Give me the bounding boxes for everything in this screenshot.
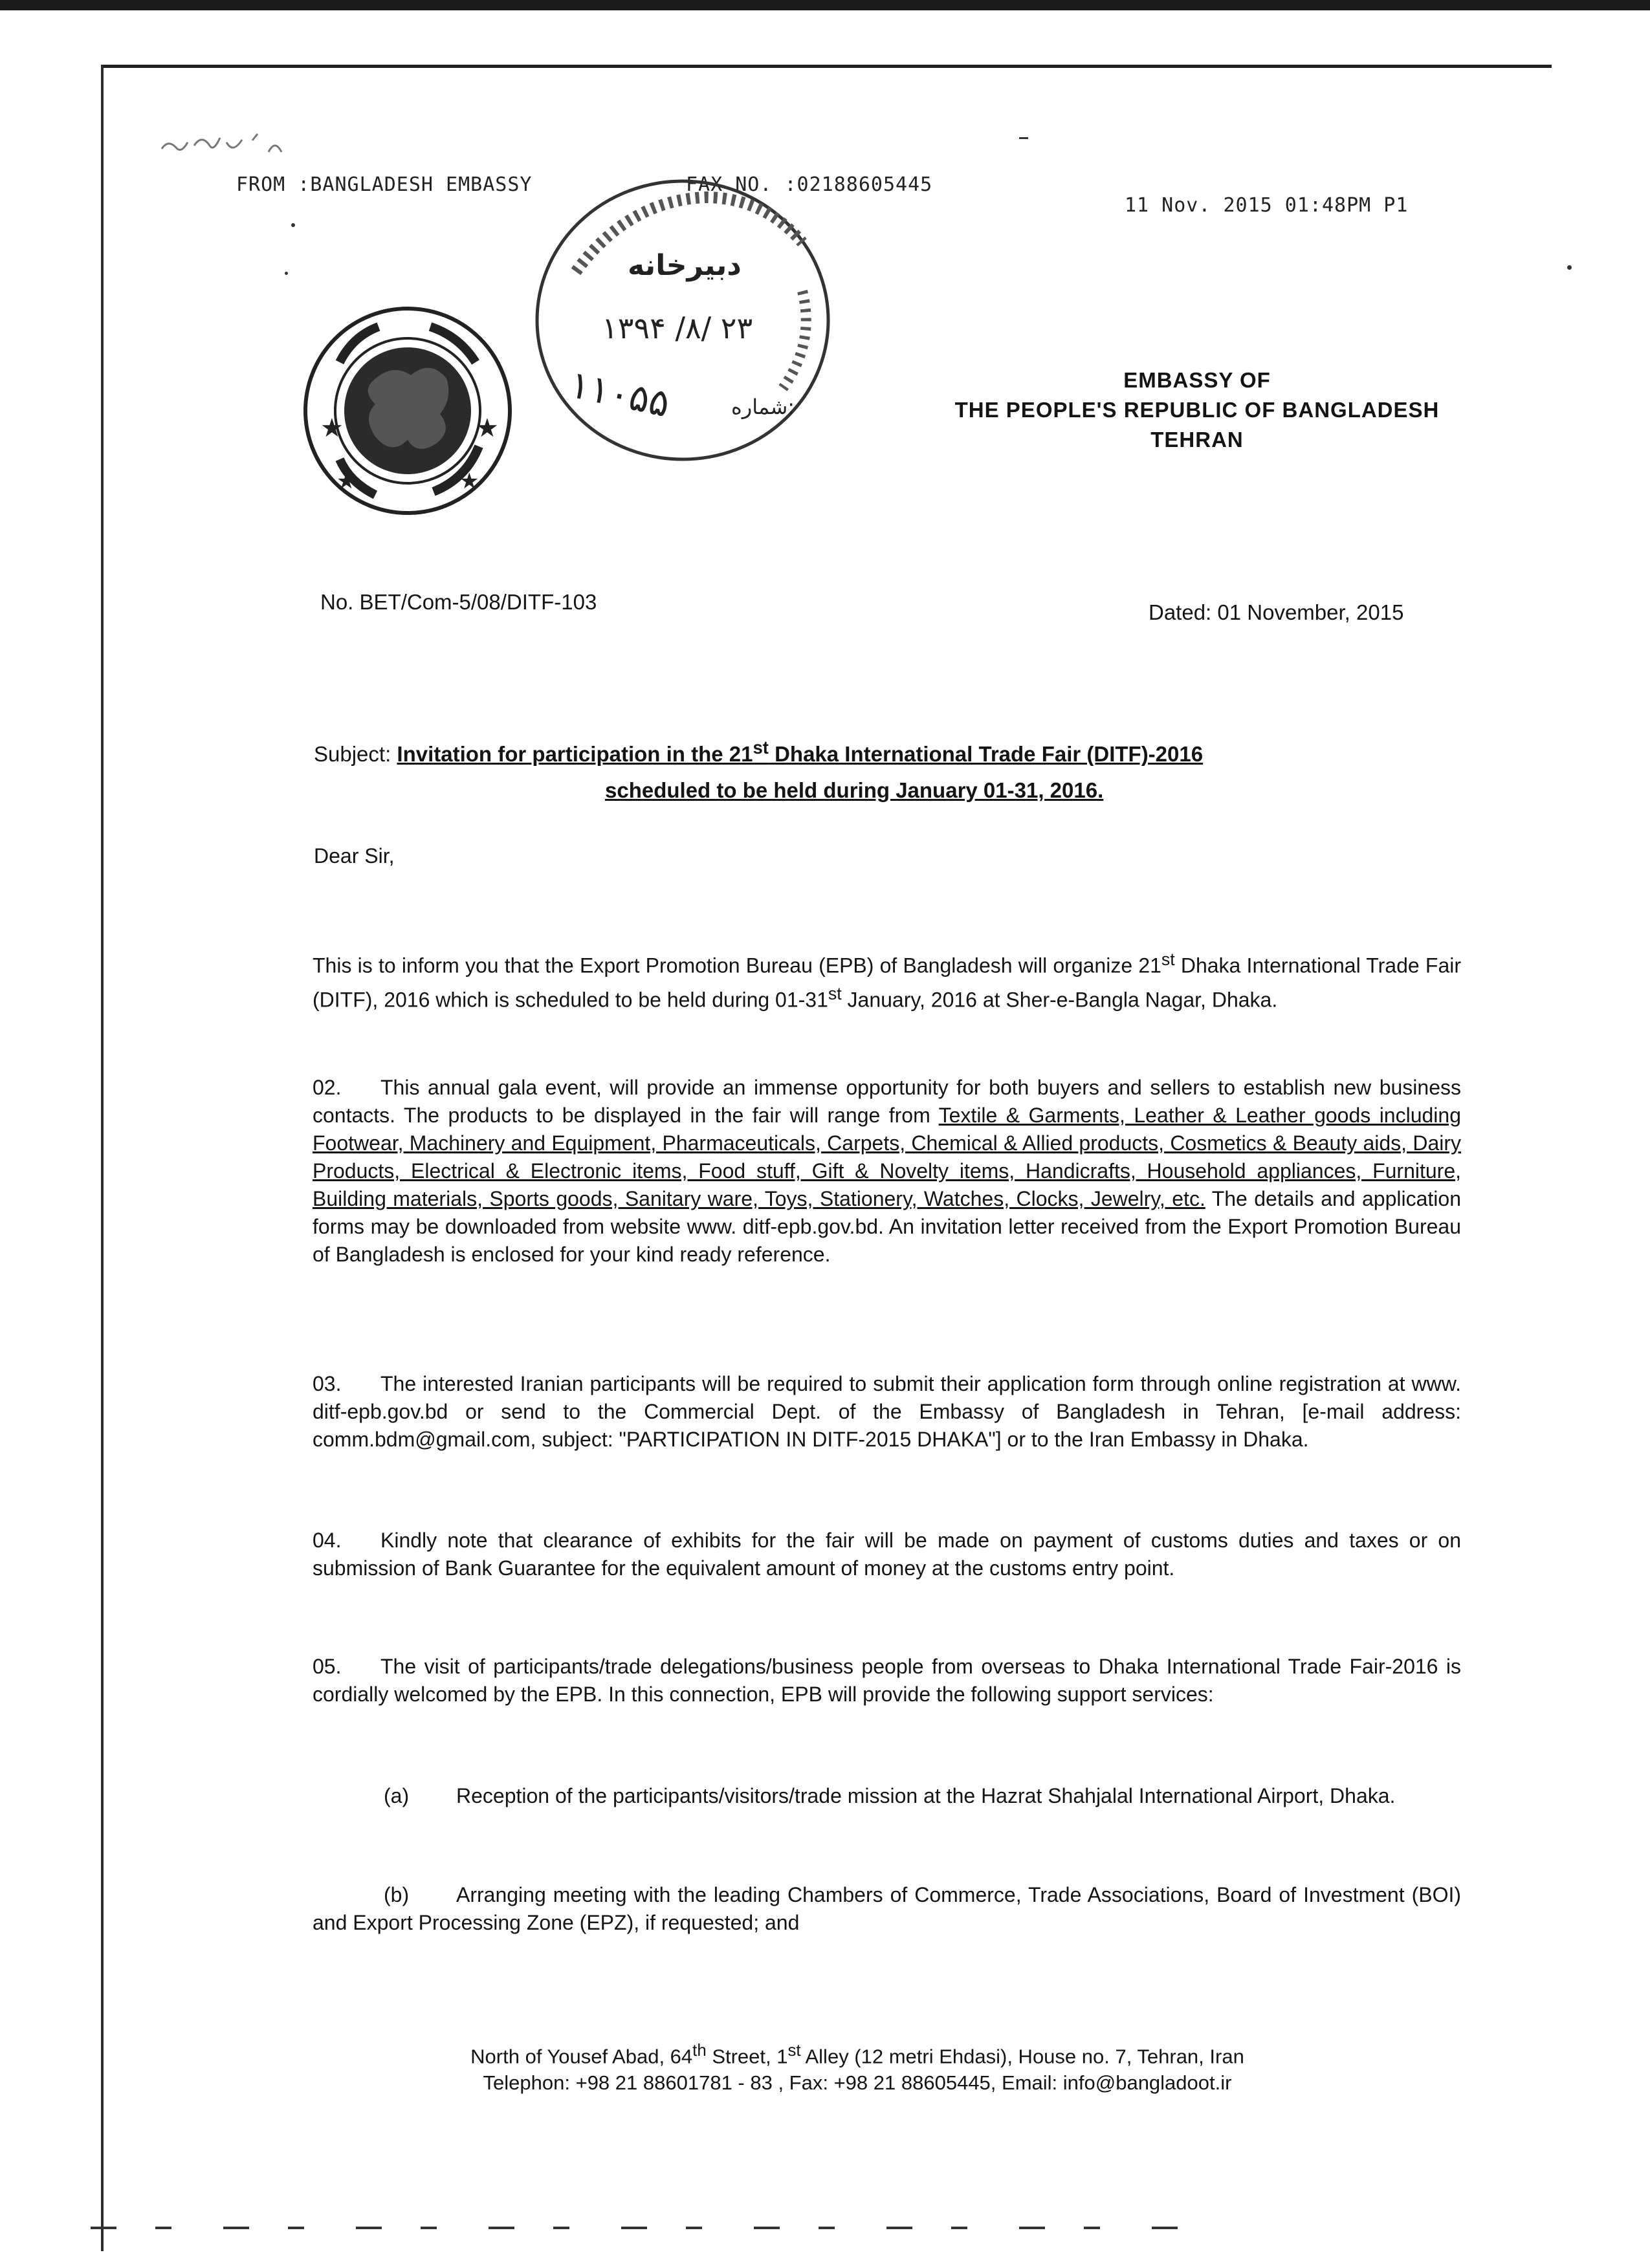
fax-from: FROM :BANGLADESH EMBASSY bbox=[236, 173, 533, 196]
salutation: Dear Sir, bbox=[314, 844, 395, 867]
stamp-number-label: شماره: bbox=[731, 395, 795, 419]
letterhead-line-1: EMBASSY OF bbox=[1123, 368, 1271, 392]
paragraph-number: 04. bbox=[313, 1529, 342, 1552]
svg-text:★: ★ bbox=[459, 469, 479, 494]
stamp-date: ۱۳۹۴ /۸/ ۲۳ bbox=[602, 311, 753, 345]
government-seal-emblem bbox=[301, 304, 514, 518]
product-list: Textile & Garments, Leather & Leather goods including Footwear, Machinery and Equipment, Pharmaceuticals, Carpets, Chemical & Allied products, Cosmetics & Beauty aids, Dairy Products, Electrical & Electronic items, Food stuff, Gift & Novelty items, Handicrafts, Household appliances, Furniture, Building materials, Sports goods, Sanitary ware, Toys, Stationery, Watches, Clocks, Jewelry, etc. bbox=[313, 1104, 1462, 1210]
footer-address: North of Yousef Abad, 64th Street, 1st Alley (12 metri Ehdasi), House no. 7, Tehran, Iran bbox=[470, 2042, 1244, 2068]
fax-frame-left-line bbox=[101, 65, 104, 2251]
subject-title-line-1: Invitation for participation in the 21st Dhaka International Trade Fair (DITF)-2016 bbox=[397, 737, 1204, 766]
svg-text:★: ★ bbox=[320, 414, 344, 442]
fax-bottom-dashes bbox=[0, 2227, 1650, 2229]
footer-contact: Telephon: +98 21 88601781 - 83 , Fax: +98 21 88605445, Email: info@bangladoot.ir bbox=[483, 2071, 1232, 2095]
fax-number: FAX NO. :02188605445 bbox=[686, 173, 933, 196]
subject-line bbox=[314, 730, 1414, 809]
subject-label: Subject: bbox=[314, 742, 391, 766]
paragraph-01: This is to inform you that the Export Promotion Bureau (EPB) of Bangladesh will organize 21st Dhaka International Trade Fair (DITF), 2016 which is scheduled to be held during 01-31st January, 2016 at Sher-e-Bangla Nagar, Dhaka. bbox=[313, 950, 1462, 1012]
stamp-title: دبیرخانه bbox=[628, 249, 742, 282]
letterhead-line-3: TEHRAN bbox=[1150, 428, 1244, 452]
item-label: (b) bbox=[384, 1883, 410, 1906]
paragraph-number: 02. bbox=[313, 1076, 342, 1099]
svg-text:★: ★ bbox=[476, 414, 499, 442]
paragraph-04: 04. Kindly note that clearance of exhibits for the fair will be made on payment of customs duties and taxes or on submission of Bank Guarantee for the equivalent amount of money at the customs entry point. bbox=[313, 1527, 1461, 1582]
fax-frame-top-line bbox=[102, 65, 1552, 68]
scan-speck bbox=[285, 272, 288, 275]
scan-speck bbox=[291, 223, 295, 227]
scan-speck bbox=[1019, 137, 1028, 139]
embassy-address-footer bbox=[353, 2038, 1362, 2096]
scan-speck bbox=[1567, 265, 1572, 270]
scan-top-border bbox=[0, 0, 1650, 10]
fax-datetime: 11 Nov. 2015 01:48PM P1 bbox=[1125, 194, 1409, 217]
paragraph-number: 05. bbox=[313, 1655, 342, 1678]
subject-title-line-2: scheduled to be held during January 01-31, 2016. bbox=[605, 778, 1104, 802]
support-item-b: (b) Arranging meeting with the leading Chambers of Commerce, Trade Associations, Board of Investment (BOI) and Export Processing Zone (EPZ), if requested; and bbox=[313, 1881, 1461, 1937]
svg-text:★: ★ bbox=[336, 469, 357, 494]
paragraph-02: 02. This annual gala event, will provide an immense opportunity for both buyers and sellers to establish new business contacts. The products to be displayed in the fair will range from Textile & Garments, Leather & Leather goods including Footwear, Machinery and Equipment, Pharmaceuticals, Carpets, Chemical & Allied products, Cosmetics & Beauty aids, Dairy Products, Electrical & Electronic items, Food stuff, Gift & Novelty items, Handicrafts, Household appliances, Furniture, Building materials, Sports goods, Sanitary ware, Toys, Stationery, Watches, Clocks, Jewelry, etc. The details and application forms may be downloaded from website www. ditf-epb.gov.bd. An invitation letter received from the Export Promotion Bureau of Bangladesh is enclosed for your kind ready reference. bbox=[313, 1074, 1461, 1269]
item-label: (a) bbox=[384, 1784, 410, 1807]
stamp-number-value: ۱۱۰۵۵ bbox=[566, 362, 674, 426]
support-item-a: (a) Reception of the participants/visitors/trade mission at the Hazrat Shahjalal International Airport, Dhaka. bbox=[313, 1782, 1461, 1810]
paragraph-03: 03. The interested Iranian participants will be required to submit their application form through online registration at www. ditf-epb.gov.bd or send to the Commercial Dept. of the Embassy of Bangladesh in Tehran, [e-mail address: comm.bdm@gmail.com, subject: "PARTICIPATION IN DITF-2015 DHAKA"] or to the Iran Embassy in Dhaka. bbox=[313, 1370, 1461, 1454]
handwritten-mark bbox=[155, 126, 304, 165]
letterhead bbox=[906, 365, 1488, 455]
paragraph-number: 03. bbox=[313, 1372, 342, 1395]
reference-number: No. BET/Com-5/08/DITF-103 bbox=[320, 590, 597, 614]
letter-date: Dated: 01 November, 2015 bbox=[1149, 600, 1404, 624]
paragraph-05: 05. The visit of participants/trade delegations/business people from overseas to Dhaka International Trade Fair-2016 is cordially welcomed by the EPB. In this connection, EPB will provide the following support services: bbox=[313, 1653, 1461, 1708]
letterhead-line-2: THE PEOPLE'S REPUBLIC OF BANGLADESH bbox=[954, 398, 1440, 422]
